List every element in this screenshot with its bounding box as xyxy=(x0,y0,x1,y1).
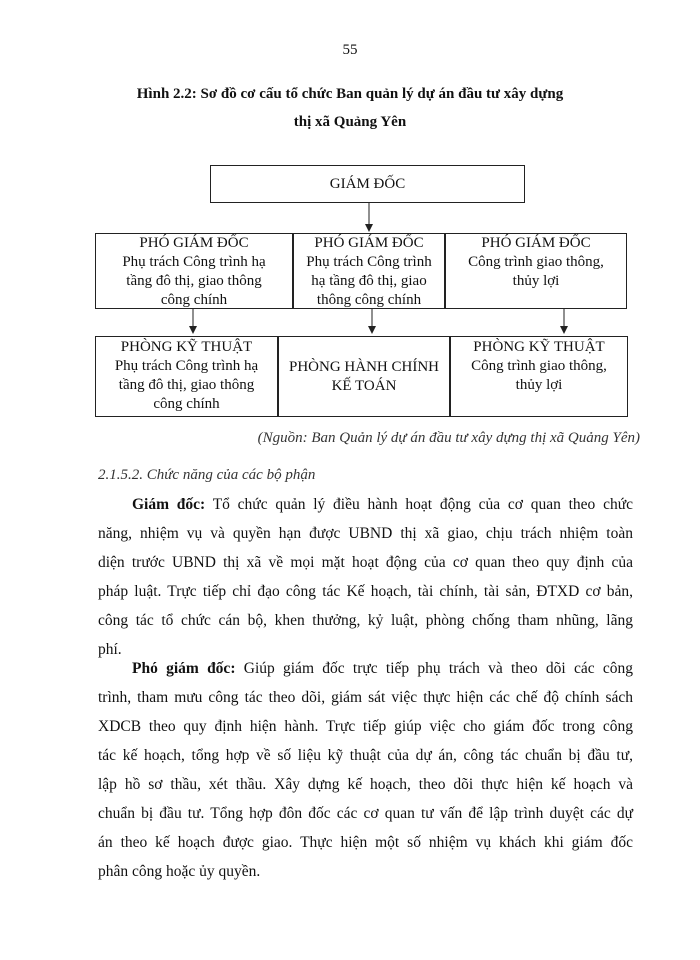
department-title-line: KẾ TOÁN xyxy=(331,377,397,394)
deputy-box-2 xyxy=(293,233,445,309)
department-desc-line: Công trình giao thông, xyxy=(471,358,607,374)
deputy-desc-line: công chính xyxy=(160,292,228,308)
deputy-box-3 xyxy=(445,233,627,309)
paragraph-line: diện trước UBND thị xã về mọi mặt hoạt động của cơ quan theo quy định của xyxy=(98,554,633,571)
paragraph-line: Phó giám đốc: Giúp giám đốc trực tiếp phụ trách và theo dõi các công xyxy=(132,660,634,677)
paragraph-deputy-director xyxy=(98,654,633,886)
paragraph-line: lập hồ sơ thầu, xét thầu. Xây dựng kế hoạch, theo dõi thực hiện kế hoạch và xyxy=(98,776,633,793)
department-title: PHÒNG KỸ THUẬT xyxy=(120,339,253,355)
department-desc-line: thủy lợi xyxy=(515,377,563,393)
deputy-desc-line: thủy lợi xyxy=(512,273,560,289)
director-title: GIÁM ĐỐC xyxy=(329,175,406,192)
paragraph-line: năng, nhiệm vụ và quyền hạn được UBND thị xã giao, chịu trách nhiệm toàn xyxy=(98,525,633,542)
deputy-desc-line: hạ tầng đô thị, giao xyxy=(311,273,427,289)
department-title: PHÒNG KỸ THUẬT xyxy=(473,339,605,355)
paragraph-line: XDCB theo quy định hiện hành. Trực tiếp giúp việc cho giám đốc trong công xyxy=(98,718,633,735)
department-desc-line: công chính xyxy=(153,396,220,412)
figure-title-line-1: Hình 2.2: Sơ đồ cơ cấu tổ chức Ban quản lý dự án đầu tư xây dựng xyxy=(136,86,564,102)
source-note: (Nguồn: Ban Quản lý dự án đầu tư xây dựng thị xã Quảng Yên) xyxy=(257,430,640,446)
paragraph-line: pháp luật. Trực tiếp chỉ đạo công tác Kế hoạch, tài chính, tài sản, ĐTXD cơ bản, xyxy=(98,583,633,600)
paragraph-line: án theo kế hoạch được giao. Thực hiện một số nhiệm vụ khách khi giám đốc xyxy=(98,834,633,851)
department-box-technical-2 xyxy=(450,336,628,417)
paragraph-director xyxy=(98,490,633,664)
paragraph-label: Phó giám đốc: xyxy=(132,660,236,677)
deputy-title: PHÓ GIÁM ĐỐC xyxy=(139,235,249,251)
department-box-admin-accounting xyxy=(278,336,450,417)
deputy-box-1 xyxy=(95,233,293,309)
department-desc-line: Phụ trách Công trình hạ xyxy=(114,358,259,374)
paragraph-line: phí. xyxy=(98,641,122,658)
paragraph-line: trình, tham mưu công tác theo dõi, giám sát việc thực hiện các chế độ chính sách xyxy=(98,689,633,706)
deputy-desc-line: Phụ trách Công trình xyxy=(306,254,432,270)
figure-title-line-2: thị xã Quảng Yên xyxy=(293,114,407,130)
department-title-line: PHÒNG HÀNH CHÍNH xyxy=(289,358,439,375)
paragraph-line: Giám đốc: Tổ chức quản lý điều hành hoạt động của cơ quan theo chức xyxy=(132,496,633,513)
deputy-desc-line: Phụ trách Công trình hạ xyxy=(122,254,266,270)
paragraph-line: phân công hoặc ủy quyền. xyxy=(98,863,261,880)
paragraph-label: Giám đốc: xyxy=(132,496,206,513)
paragraph-line: tác kế hoạch, tổng hợp về số liệu kỹ thuật của dự án, công tác chuẩn bị đầu tư, xyxy=(98,747,633,764)
department-box-technical-1 xyxy=(95,336,278,417)
paragraph-line: công tác tổ chức cán bộ, khen thưởng, kỷ luật, phòng chống tham nhũng, lãng xyxy=(98,612,633,629)
deputy-title: PHÓ GIÁM ĐỐC xyxy=(314,235,424,251)
section-heading: 2.1.5.2. Chức năng của các bộ phận xyxy=(98,467,316,483)
paragraph-line: chuẩn bị đầu tư. Tổng hợp đôn đốc các cơ quan tư vấn để lập trình duyệt các dự xyxy=(98,805,633,822)
page-number: 55 xyxy=(342,42,358,58)
deputy-desc-line: Công trình giao thông, xyxy=(468,254,604,270)
director-box xyxy=(210,165,525,203)
deputy-desc-line: thông công chính xyxy=(316,292,422,308)
department-desc-line: tầng đô thị, giao thông xyxy=(118,377,255,393)
deputy-title: PHÓ GIÁM ĐỐC xyxy=(481,235,591,251)
deputy-desc-line: tầng đô thị, giao thông xyxy=(126,273,262,289)
